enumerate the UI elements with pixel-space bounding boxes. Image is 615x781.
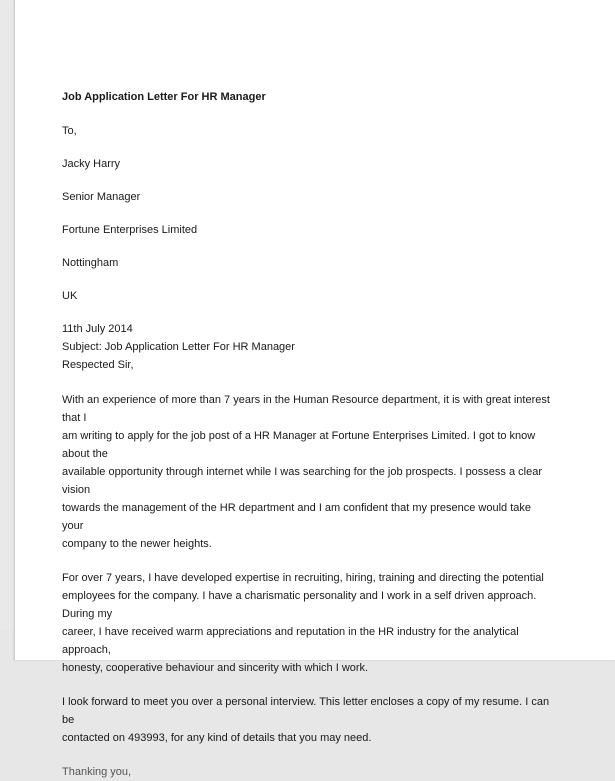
paragraph-3: [62, 693, 552, 747]
address-city: Nottingham: [62, 257, 119, 269]
paragraph-line: employees for the company. I have a charismatic personality and I work in a self driven approach. During my: [62, 590, 537, 620]
letter-closing: Thanking you,: [62, 766, 132, 778]
paragraph-2: [62, 569, 552, 677]
address-company: Fortune Enterprises Limited: [62, 224, 198, 236]
address-country: UK: [62, 290, 78, 302]
paragraph-line: I look forward to meet you over a personal interview. This letter encloses a copy of my resume. I can be: [62, 696, 550, 726]
address-position: Senior Manager: [62, 191, 141, 203]
paragraph-line: honesty, cooperative behaviour and sincerity with which I work.: [62, 662, 369, 674]
paragraph-line: available opportunity through internet while I was searching for the job prospects. I possess a clear vision: [62, 466, 542, 496]
letter-content: [62, 88, 552, 781]
paragraph-line: With an experience of more than 7 years in the Human Resource department, it is with great interest that I: [62, 394, 550, 424]
letter-title: Job Application Letter For HR Manager: [62, 91, 266, 103]
paragraph-1: [62, 391, 552, 553]
letter-date: 11th July 2014: [62, 323, 133, 335]
address-name: Jacky Harry: [62, 158, 121, 170]
paragraph-line: towards the management of the HR department and I am confident that my presence would take your: [62, 502, 531, 532]
paragraph-line: For over 7 years, I have developed expertise in recruiting, hiring, training and directing the potential: [62, 572, 544, 584]
letter-header-block: [62, 320, 552, 374]
paragraph-line: contacted on 493993, for any kind of details that you may need.: [62, 732, 372, 744]
paragraph-line: career, I have received warm appreciations and reputation in the HR industry for the analytical approach,: [62, 626, 519, 656]
address-to: To,: [62, 125, 77, 137]
paragraph-line: company to the newer heights.: [62, 538, 212, 550]
letter-salutation: Respected Sir,: [62, 359, 134, 371]
document-page: [14, 0, 615, 778]
letter-subject: Subject: Job Application Letter For HR Manager: [62, 341, 295, 353]
paragraph-line: am writing to apply for the job post of a HR Manager at Fortune Enterprises Limited. I got to know about the: [62, 430, 536, 460]
